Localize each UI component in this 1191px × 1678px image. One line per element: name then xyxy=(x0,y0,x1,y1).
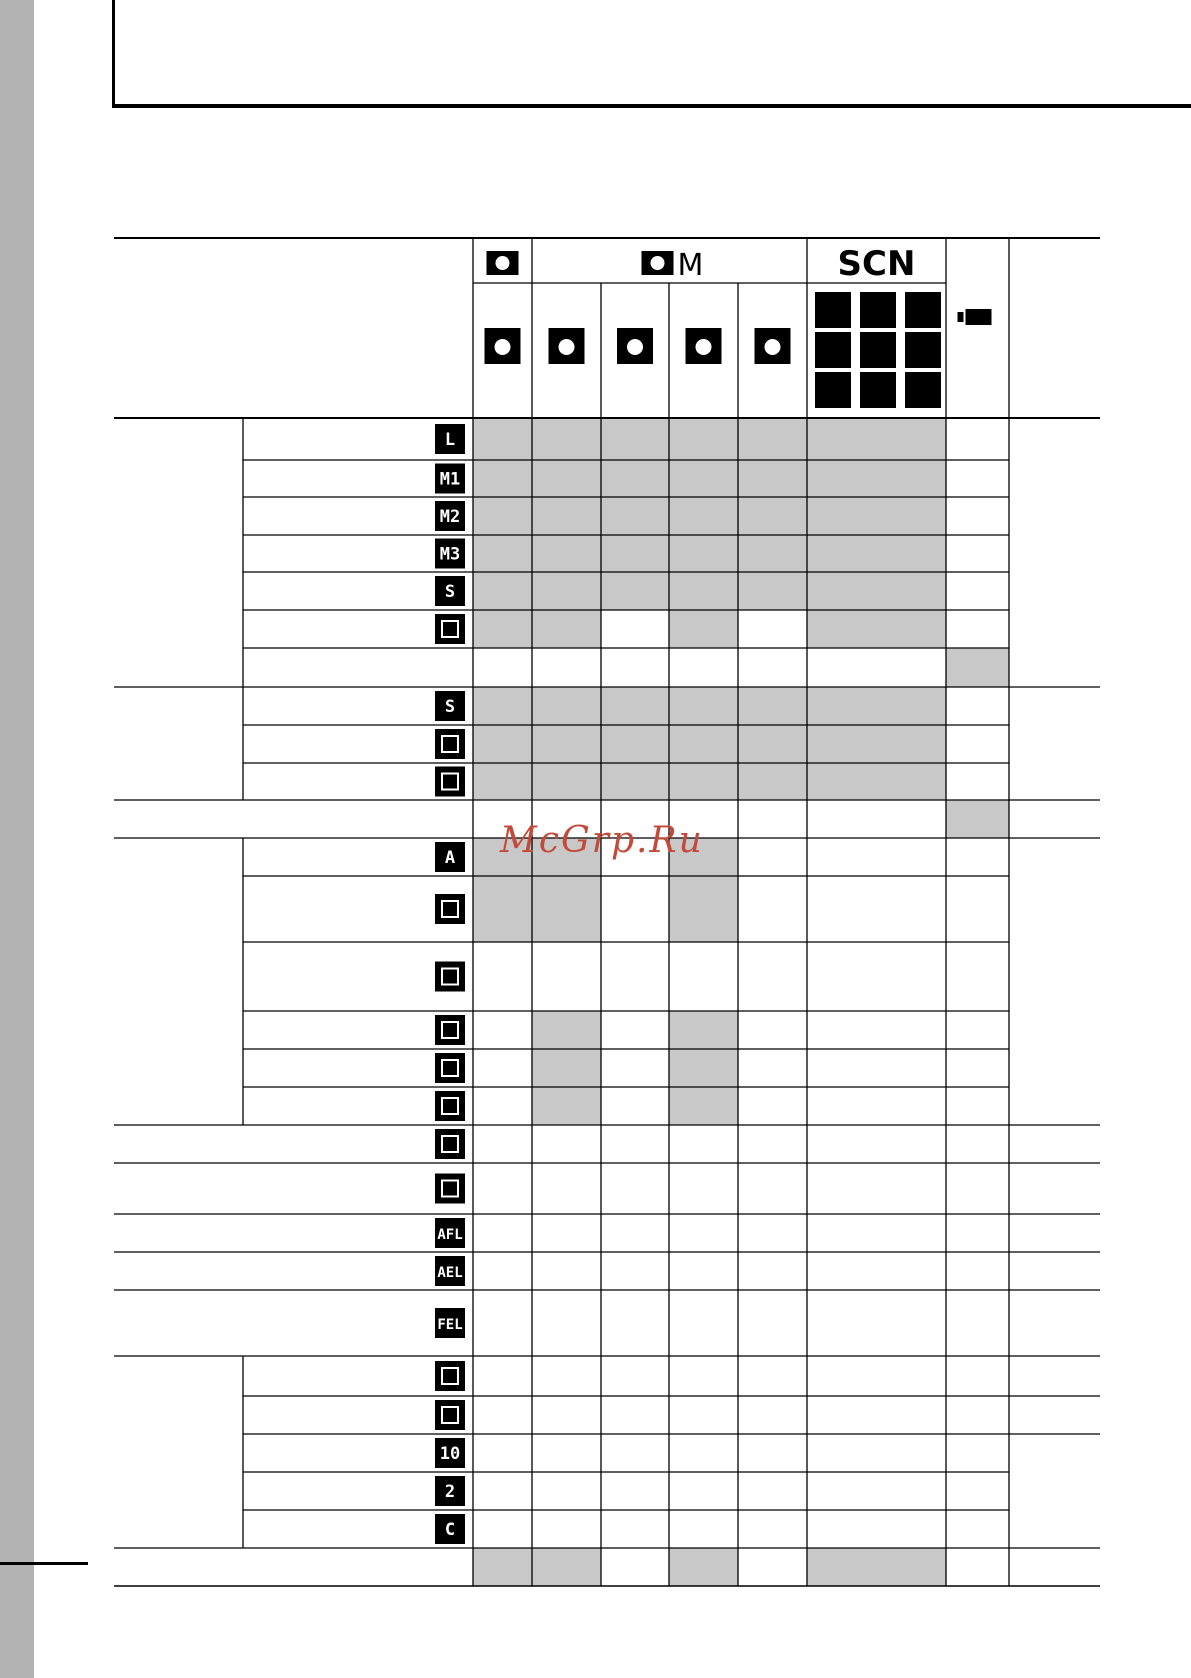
shaded-cell xyxy=(473,572,532,610)
flash-auto-icon xyxy=(435,842,465,872)
shaded-cell xyxy=(669,497,738,535)
row-icon-label: AEL xyxy=(437,1265,463,1281)
shaded-cell xyxy=(473,876,532,942)
shaded-cell xyxy=(807,1548,946,1586)
shaded-cell xyxy=(601,460,669,497)
underwater-icon xyxy=(905,372,941,408)
red-eye-icon xyxy=(435,894,465,924)
foliage-icon xyxy=(905,292,941,328)
size-m3-icon xyxy=(435,539,465,569)
shaded-cell xyxy=(532,572,601,610)
shaded-cell xyxy=(807,460,946,497)
shaded-cell xyxy=(669,687,738,725)
flash-on-icon xyxy=(435,1015,465,1045)
camera-top-icon xyxy=(487,251,519,275)
shaded-cell xyxy=(807,418,946,460)
color-accent-icon xyxy=(686,328,722,364)
shaded-cell xyxy=(601,687,669,725)
single-shot-icon xyxy=(435,1361,465,1391)
camera-icon xyxy=(485,328,521,364)
shaded-cell xyxy=(807,725,946,763)
shaded-cell xyxy=(738,763,807,800)
shaded-cell xyxy=(473,610,532,648)
shaded-cell xyxy=(738,572,807,610)
shaded-cell xyxy=(669,1087,738,1125)
shaded-cell xyxy=(738,460,807,497)
shaded-cell xyxy=(532,1087,601,1125)
self-timer-10-icon xyxy=(435,1438,465,1468)
shaded-cell xyxy=(669,725,738,763)
shaded-cell xyxy=(473,497,532,535)
shaded-cell xyxy=(473,687,532,725)
row-icon-label: M2 xyxy=(439,507,461,527)
shaded-cell xyxy=(601,497,669,535)
shaded-cell xyxy=(473,535,532,572)
fine-icon xyxy=(435,729,465,759)
size-m1-icon xyxy=(435,464,465,494)
shaded-cell xyxy=(601,418,669,460)
size-m2-icon xyxy=(435,501,465,531)
shaded-cell xyxy=(669,1049,738,1087)
shaded-cell xyxy=(473,418,532,460)
shaded-cell xyxy=(807,535,946,572)
shaded-cell xyxy=(946,800,1009,838)
camera-m-top-icon xyxy=(642,248,704,283)
ae-lock-icon xyxy=(435,1256,465,1286)
row-icon-label: L xyxy=(444,430,456,450)
shaded-cell xyxy=(601,535,669,572)
superfine-icon xyxy=(435,691,465,721)
shaded-cell xyxy=(669,610,738,648)
normal-icon xyxy=(435,767,465,797)
portrait-icon xyxy=(815,292,851,328)
postcard-icon xyxy=(435,614,465,644)
row-icon-label: S xyxy=(444,582,456,602)
shaded-cell xyxy=(473,460,532,497)
stitch-assist-icon xyxy=(755,328,791,364)
shaded-cell xyxy=(532,687,601,725)
self-timer-2-icon xyxy=(435,1476,465,1506)
row-icon-label: FEL xyxy=(437,1317,463,1333)
shaded-cell xyxy=(807,763,946,800)
shaded-cell xyxy=(738,497,807,535)
shaded-cell xyxy=(807,687,946,725)
row-icon-label: 10 xyxy=(439,1444,461,1464)
beach-icon xyxy=(815,372,851,408)
shaded-cell xyxy=(669,1548,738,1586)
shaded-cell xyxy=(532,876,601,942)
shaded-cell xyxy=(669,418,738,460)
size-large-icon xyxy=(435,424,465,454)
shaded-cell xyxy=(601,572,669,610)
shaded-cell xyxy=(532,418,601,460)
snow-icon xyxy=(905,332,941,368)
shaded-cell xyxy=(807,497,946,535)
shaded-cell xyxy=(738,418,807,460)
flash-off-icon xyxy=(435,1053,465,1083)
shaded-cell xyxy=(532,725,601,763)
shaded-cell xyxy=(738,725,807,763)
shaded-cell xyxy=(807,610,946,648)
shaded-cell xyxy=(669,763,738,800)
shaded-cell xyxy=(669,460,738,497)
shaded-cell xyxy=(532,535,601,572)
shaded-cell xyxy=(669,1011,738,1049)
fe-lock-icon xyxy=(435,1308,465,1338)
shaded-cell xyxy=(669,876,738,942)
continuous-icon xyxy=(435,1400,465,1430)
fireworks-icon xyxy=(860,332,896,368)
row-icon-label: M1 xyxy=(439,469,461,490)
shaded-cell xyxy=(738,535,807,572)
indoor-icon xyxy=(815,332,851,368)
infinity-icon xyxy=(435,1174,465,1204)
shaded-cell xyxy=(532,1011,601,1049)
row-icon-label: M3 xyxy=(439,544,461,565)
slow-synchro-icon xyxy=(435,1091,465,1121)
shaded-cell xyxy=(669,572,738,610)
shaded-cell xyxy=(532,1548,601,1586)
digital-macro-icon xyxy=(617,328,653,364)
manual-mode-icon xyxy=(549,328,585,364)
af-lock-icon xyxy=(435,1218,465,1248)
shaded-cell xyxy=(473,1548,532,1586)
row-icon-label: S xyxy=(444,697,456,717)
kids-pets-icon xyxy=(860,292,896,328)
custom-timer-icon xyxy=(435,1514,465,1544)
shaded-cell xyxy=(532,763,601,800)
row-icon-label: C xyxy=(444,1520,456,1540)
row-icon-label: AFL xyxy=(437,1227,463,1243)
night-scene-icon xyxy=(860,372,896,408)
shaded-cell xyxy=(738,687,807,725)
shaded-cell xyxy=(601,725,669,763)
row-icon-label: 2 xyxy=(444,1482,456,1502)
shaded-cell xyxy=(532,1049,601,1087)
macro-icon xyxy=(435,1129,465,1159)
shaded-cell xyxy=(601,763,669,800)
flash-red-eye-icon xyxy=(435,962,465,992)
scn-label: SCN xyxy=(837,244,916,284)
m-mode-label: M xyxy=(677,248,704,283)
shaded-cell xyxy=(473,763,532,800)
shaded-cell xyxy=(532,497,601,535)
shaded-cell xyxy=(473,725,532,763)
row-icon-label: A xyxy=(444,848,456,868)
shaded-cell xyxy=(946,648,1009,687)
size-small-icon xyxy=(435,576,465,606)
shaded-cell xyxy=(669,535,738,572)
shaded-cell xyxy=(807,572,946,610)
movie-camera-icon xyxy=(958,309,992,325)
watermark: McGrp.Ru xyxy=(500,820,704,861)
shaded-cell xyxy=(532,610,601,648)
shaded-cell xyxy=(532,460,601,497)
